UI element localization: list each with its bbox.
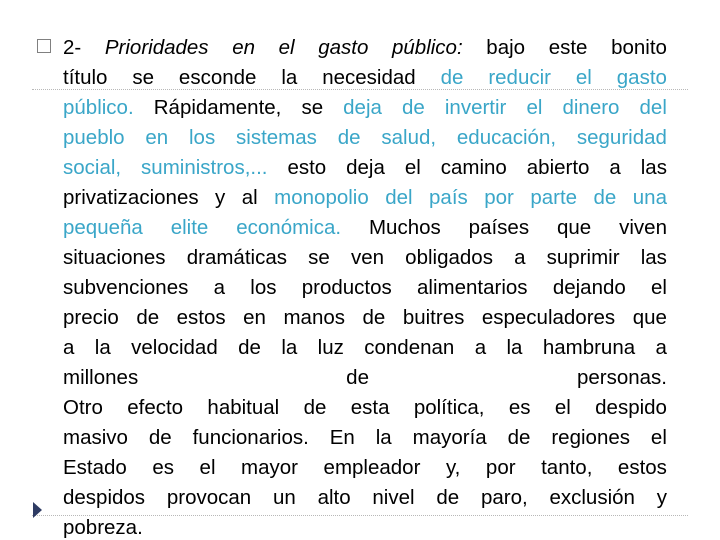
word: y, <box>445 456 461 479</box>
text-line <box>63 454 667 482</box>
word: bonito <box>611 36 667 59</box>
word: Estado <box>63 456 127 479</box>
highlighted-word: reducir <box>488 66 551 89</box>
word: el <box>651 276 667 299</box>
word: el <box>650 426 667 449</box>
word: a <box>609 156 621 179</box>
word: situaciones <box>63 246 166 269</box>
highlighted-word: los <box>189 126 216 149</box>
word: el <box>199 456 216 479</box>
word: paro, <box>480 486 528 509</box>
word: estos <box>176 306 226 329</box>
word: esto <box>287 156 327 179</box>
text-line <box>63 274 667 302</box>
highlighted-word: el <box>575 66 592 89</box>
highlighted-word: por <box>484 186 514 209</box>
word: se <box>308 246 330 269</box>
text-line <box>63 124 667 152</box>
word: estos <box>617 456 667 479</box>
text-line <box>63 334 667 362</box>
word: es <box>508 396 531 419</box>
text-line <box>63 34 667 62</box>
word: manos <box>283 306 345 329</box>
word: empleador <box>323 456 421 479</box>
word: y <box>656 486 667 509</box>
word: alto <box>317 486 351 509</box>
word: millones <box>63 366 139 389</box>
word: política, <box>413 396 485 419</box>
word: a <box>63 336 75 359</box>
word: esta <box>350 396 390 419</box>
word: productos <box>301 276 392 299</box>
highlighted-word: país <box>429 186 468 209</box>
word: de <box>362 306 386 329</box>
highlighted-word: elite <box>170 216 209 239</box>
word: se <box>132 66 155 89</box>
word: mayoría <box>412 426 487 449</box>
word: despidos <box>63 486 146 509</box>
word: la <box>94 336 111 359</box>
word: Rápidamente, <box>153 96 282 119</box>
word: público: <box>392 36 463 59</box>
highlighted-word: de <box>593 186 617 209</box>
word: pobreza. <box>63 516 143 539</box>
word: luz <box>317 336 344 359</box>
text-line <box>63 424 667 452</box>
word: título <box>63 66 108 89</box>
word: condenan <box>364 336 455 359</box>
word: es <box>152 456 175 479</box>
highlighted-word: seguridad <box>576 126 667 149</box>
word: de <box>303 396 327 419</box>
word: un <box>272 486 296 509</box>
text-line <box>63 154 667 182</box>
highlighted-word: educación, <box>456 126 557 149</box>
word: precio <box>63 306 119 329</box>
word: la <box>506 336 523 359</box>
highlighted-word: en <box>145 126 169 149</box>
word: nivel <box>372 486 415 509</box>
word: Otro <box>63 396 103 419</box>
word: dramáticas <box>186 246 287 269</box>
triangle-right-icon <box>33 502 42 518</box>
square-bullet-icon <box>37 39 51 53</box>
highlighted-word: de <box>440 66 464 89</box>
word: habitual <box>207 396 280 419</box>
word: este <box>548 36 588 59</box>
text-line <box>63 214 667 242</box>
word: funcionarios. <box>192 426 309 449</box>
highlighted-word: suministros,... <box>141 156 268 179</box>
word: despido <box>595 396 667 419</box>
word: efecto <box>127 396 184 419</box>
word: esconde <box>178 66 257 89</box>
highlighted-word: deja <box>343 96 382 119</box>
text-line <box>63 94 667 122</box>
word: alimentarios <box>417 276 528 299</box>
word: en <box>243 306 266 329</box>
highlighted-word: económica. <box>236 216 342 239</box>
word: se <box>301 96 324 119</box>
text-line <box>63 64 667 92</box>
word: obligados <box>405 246 493 269</box>
highlighted-word: salud, <box>381 126 437 149</box>
highlighted-word: el <box>526 96 543 119</box>
word: necesidad <box>322 66 416 89</box>
word: que <box>556 216 592 239</box>
word: exclusión <box>549 486 635 509</box>
word: de <box>136 306 160 329</box>
highlighted-word: una <box>632 186 667 209</box>
word: personas. <box>576 366 667 389</box>
word: gasto <box>318 36 369 59</box>
word: abierto <box>526 156 590 179</box>
highlighted-word: del <box>385 186 413 209</box>
word: deja <box>346 156 385 179</box>
word: tanto, <box>541 456 593 479</box>
text-line <box>63 304 667 332</box>
text-line <box>63 364 667 392</box>
word: regiones <box>551 426 630 449</box>
text-line <box>63 484 667 512</box>
word: la <box>281 336 298 359</box>
word: mayor <box>241 456 299 479</box>
word: la <box>281 66 298 89</box>
word: velocidad <box>131 336 218 359</box>
highlighted-word: público. <box>63 96 134 119</box>
highlighted-word: monopolio <box>274 186 369 209</box>
word: el <box>278 36 295 59</box>
word: el <box>404 156 421 179</box>
word: a <box>655 336 667 359</box>
word: especuladores <box>481 306 616 329</box>
highlighted-word: de <box>401 96 425 119</box>
text-line <box>63 514 667 540</box>
word: suprimir <box>546 246 620 269</box>
word: viven <box>619 216 667 239</box>
word: al <box>241 186 258 209</box>
word: de <box>436 486 460 509</box>
highlighted-word: social, <box>63 156 122 179</box>
word: de <box>346 366 369 389</box>
word: países <box>468 216 530 239</box>
word: las <box>640 246 667 269</box>
word: En <box>329 426 355 449</box>
word: masivo <box>63 426 128 449</box>
word: hambruna <box>542 336 636 359</box>
word: de <box>507 426 531 449</box>
highlighted-word: pequeña <box>63 216 143 239</box>
highlighted-word: invertir <box>444 96 507 119</box>
word: a <box>213 276 226 299</box>
text-line <box>63 244 667 272</box>
highlighted-word: dinero <box>562 96 620 119</box>
word: a <box>474 336 487 359</box>
text-line <box>63 184 667 212</box>
highlighted-word: del <box>639 96 667 119</box>
highlighted-word: pueblo <box>63 126 125 149</box>
word: las <box>640 156 667 179</box>
word: buitres <box>402 306 465 329</box>
word: de <box>238 336 261 359</box>
word: dejando <box>552 276 626 299</box>
word: provocan <box>166 486 252 509</box>
word: y <box>215 186 226 209</box>
highlighted-word: sistemas <box>236 126 317 149</box>
word: en <box>232 36 255 59</box>
word: de <box>148 426 172 449</box>
highlighted-word: gasto <box>616 66 667 89</box>
word: que <box>632 306 667 329</box>
word: la <box>375 426 392 449</box>
word: a <box>514 246 526 269</box>
word: camino <box>440 156 507 179</box>
word: Muchos <box>368 216 441 239</box>
word: el <box>554 396 571 419</box>
word: ven <box>350 246 385 269</box>
highlighted-word: parte <box>530 186 578 209</box>
word: los <box>250 276 277 299</box>
highlighted-word: de <box>337 126 361 149</box>
word: 2- <box>63 36 82 59</box>
word: privatizaciones <box>63 186 199 209</box>
word: Prioridades <box>104 36 209 59</box>
text-line <box>63 394 667 422</box>
word: bajo <box>486 36 526 59</box>
word: por <box>485 456 516 479</box>
word: subvenciones <box>63 276 189 299</box>
